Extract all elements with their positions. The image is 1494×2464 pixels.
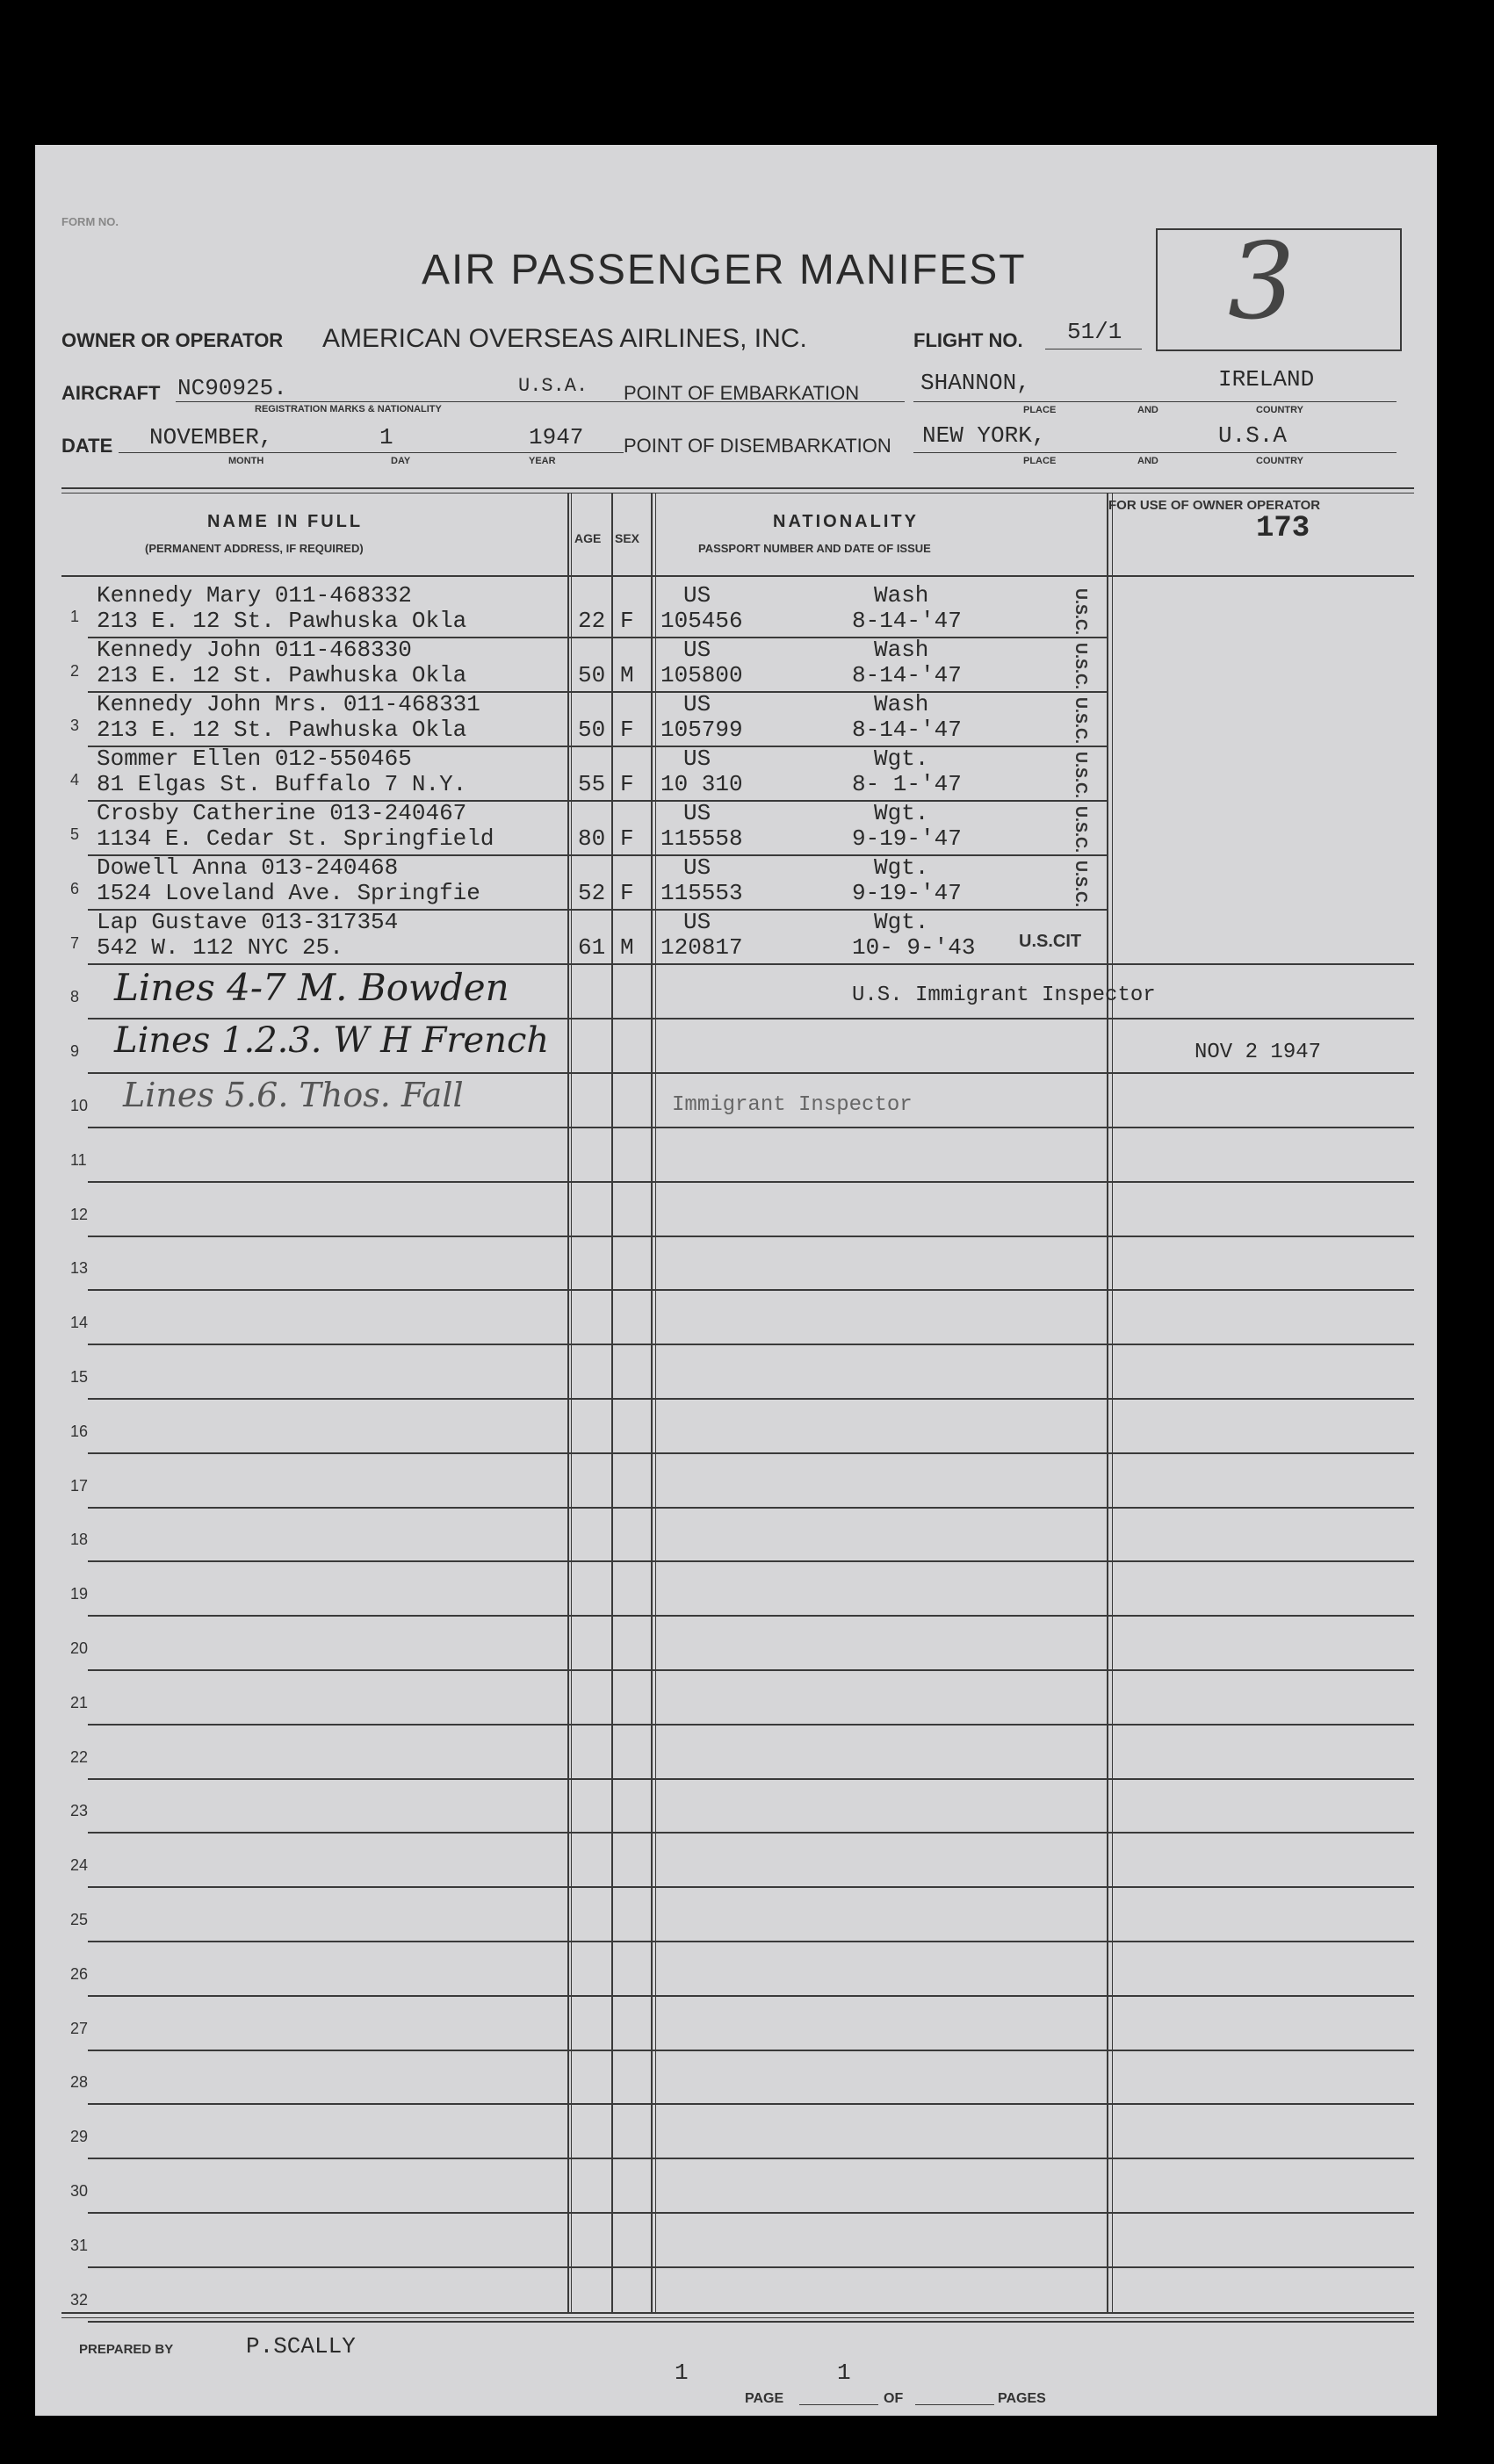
inspection-date-stamp: NOV 2 1947 [1194,1041,1322,1064]
row-rule [88,1941,1414,1942]
passenger-address: 213 E. 12 St. Pawhuska Okla [97,608,467,634]
row-number-32: 32 [70,2290,89,2309]
date-month: NOVEMBER, [149,424,273,450]
row-number-12: 12 [70,1205,89,1223]
date-day: 1 [379,424,393,450]
passenger-address: 542 W. 112 NYC 25. [97,934,343,961]
passport-issued-on: 8-14-'47 [852,717,962,743]
passenger-sex: F [620,825,634,852]
date-year: 1947 [529,424,584,450]
row-number-25: 25 [70,1911,89,1928]
row-rule [88,2266,1414,2268]
country-caption-2: COUNTRY [1256,456,1303,466]
passenger-address: 1134 E. Cedar St. Springfield [97,825,494,852]
row-rule [88,1236,1414,1237]
row-rule [88,1181,1414,1183]
row-rule [88,1995,1414,1997]
date-label: DATE [61,435,113,457]
row-number-21: 21 [70,1693,89,1711]
row-rule [88,1669,1414,1671]
handwritten-inspector-note-3: Lines 5.6. Thos. Fall [123,1076,464,1114]
row-number-16: 16 [70,1422,89,1440]
row-number: 5 [70,825,80,843]
passport-issued-at: Wgt. [874,746,929,772]
row-number-13: 13 [70,1259,89,1278]
column-age-header: AGE [574,531,602,545]
passenger-name: Kennedy John 011-468330 [97,637,412,663]
page-label: PAGE [745,2391,784,2406]
row-number-24: 24 [70,1856,89,1875]
flight-label: FLIGHT NO. [913,329,1023,351]
row-rule [88,1289,1414,1291]
disembarkation-country: U.S.A [1218,422,1288,449]
row-rule [88,1398,1414,1400]
passenger-address: 213 E. 12 St. Pawhuska Okla [97,662,467,688]
passenger-sex: F [620,771,634,797]
row-number-11: 11 [70,1150,87,1169]
citizenship-stamp: U.S.C. [1072,697,1090,745]
row-rule [88,1615,1414,1617]
column-sex-header: SEX [615,531,640,545]
row-rule [88,1724,1414,1726]
passport-issued-at: Wgt. [874,909,929,935]
row-rule [88,2050,1414,2051]
passport-issued-at: Wgt. [874,800,929,826]
row-number-17: 17 [70,1476,89,1495]
column-owner-use-header: FOR USE OF OWNER OPERATOR [1108,498,1321,513]
passenger-age: 52 [578,880,606,906]
passenger-nationality: US [683,582,711,609]
passenger-age: 61 [578,934,606,961]
row-number: 2 [70,662,80,680]
column-name-subheader: (PERMANENT ADDRESS, IF REQUIRED) [145,542,364,555]
owner-use-value: 173 [1256,512,1310,545]
handwritten-inspector-note-2: Lines 1.2.3. W H French [114,1020,550,1061]
passport-issued-at: Wash [874,691,929,717]
handwritten-inspector-note-1: Lines 4-7 M. Bowden [114,966,509,1009]
embarkation-place: SHANNON, [920,370,1030,396]
passenger-sex: F [620,717,634,743]
passenger-nationality: US [683,854,711,881]
row-number-22: 22 [70,1747,89,1766]
and-caption-1: AND [1137,405,1158,415]
passenger-age: 50 [578,662,606,688]
manifest-number-box [1156,221,1402,351]
aircraft-value: NC90925. [177,375,287,401]
passenger-passport: 105456 [660,608,743,634]
row-rule [88,2212,1414,2214]
owner-value: AMERICAN OVERSEAS AIRLINES, INC. [322,324,807,353]
year-caption: YEAR [529,456,556,466]
passenger-sex: F [620,608,634,634]
row-number: 1 [70,608,80,625]
passenger-passport: 120817 [660,934,743,961]
passenger-passport: 10 310 [660,771,743,797]
embarkation-country: IRELAND [1218,366,1315,393]
citizenship-stamp: U.S.C. [1072,643,1090,690]
row-number: 7 [70,934,80,952]
row-number-10: 10 [70,1097,89,1114]
passenger-name: Sommer Ellen 012-550465 [97,746,412,772]
disembarkation-label: POINT OF DISEMBARKATION [624,435,891,457]
and-caption-2: AND [1137,456,1158,466]
row-number-14: 14 [70,1314,89,1332]
row-rule [88,1507,1414,1509]
passenger-sex: M [620,934,634,961]
citizenship-stamp: U.S.C. [1072,752,1090,799]
row-number: 6 [70,880,80,897]
passenger-name: Kennedy Mary 011-468332 [97,582,412,609]
passenger-name: Dowell Anna 013-240468 [97,854,399,881]
passport-issued-at: Wash [874,637,929,663]
row-number-8: 8 [70,988,80,1005]
passenger-passport: 105799 [660,717,743,743]
page-title: AIR PASSENGER MANIFEST [422,247,1027,293]
citizenship-stamp: U.S.C. [1072,806,1090,854]
row-number: 4 [70,771,80,789]
citizenship-stamp: U.S.CIT [1019,932,1082,951]
citizenship-stamp: U.S.C. [1072,861,1090,908]
row-rule [88,2321,1414,2323]
row-number-30: 30 [70,2182,89,2200]
manifest-sheet [35,145,1437,2416]
form-code: FORM NO. [61,215,119,228]
passport-issued-on: 9-19-'47 [852,825,962,852]
row-number-19: 19 [70,1585,89,1603]
passenger-age: 55 [578,771,606,797]
manifest-number: 3 [1228,221,1296,343]
passenger-passport: 105800 [660,662,743,688]
passenger-passport: 115553 [660,880,743,906]
passport-issued-on: 8- 1-'47 [852,771,962,797]
passenger-nationality: US [683,746,711,772]
passenger-passport: 115558 [660,825,743,852]
aircraft-nationality: U.S.A. [518,375,588,397]
column-nationality-header: NATIONALITY [773,512,919,531]
passenger-age: 50 [578,717,606,743]
row-rule [88,1886,1414,1888]
flight-value: 51/1 [1067,319,1122,345]
embarkation-label: POINT OF EMBARKATION [624,382,860,404]
column-nationality-subheader: PASSPORT NUMBER AND DATE OF ISSUE [698,542,931,555]
passenger-name: Crosby Catherine 013-240467 [97,800,467,826]
registration-caption: REGISTRATION MARKS & NATIONALITY [255,404,442,414]
passport-issued-on: 9-19-'47 [852,880,962,906]
row-rule [88,1832,1414,1834]
passenger-address: 1524 Loveland Ave. Springfie [97,880,480,906]
passport-issued-at: Wgt. [874,854,929,881]
passenger-name: Kennedy John Mrs. 011-468331 [97,691,480,717]
aircraft-label: AIRCRAFT [61,382,161,404]
row-rule [88,1560,1414,1562]
passenger-nationality: US [683,800,711,826]
column-name-header: NAME IN FULL [207,512,364,531]
passenger-sex: F [620,880,634,906]
passenger-nationality: US [683,637,711,663]
row-number-15: 15 [70,1368,89,1386]
row-rule [88,1778,1414,1780]
pages-label: PAGES [998,2391,1046,2406]
total-pages: 1 [837,2360,851,2386]
place-caption-1: PLACE [1023,405,1057,415]
country-caption-1: COUNTRY [1256,405,1303,415]
passenger-age: 80 [578,825,606,852]
passenger-nationality: US [683,691,711,717]
divider-name-age [567,493,569,2312]
passport-issued-on: 8-14-'47 [852,608,962,634]
passport-issued-on: 10- 9-'43 [852,934,976,961]
row-number-18: 18 [70,1531,89,1549]
month-caption: MONTH [228,456,264,466]
owner-label: OWNER OR OPERATOR [61,329,284,351]
row-number-28: 28 [70,2073,89,2092]
passport-issued-on: 8-14-'47 [852,662,962,688]
prepared-by-label: PREPARED BY [79,2342,174,2357]
page-number: 1 [675,2360,689,2386]
passenger-address: 81 Elgas St. Buffalo 7 N.Y. [97,771,467,797]
citizenship-stamp: U.S.C. [1072,588,1090,636]
day-caption: DAY [391,456,411,466]
passenger-nationality: US [683,909,711,935]
passenger-name: Lap Gustave 013-317354 [97,909,399,935]
disembarkation-place: NEW YORK, [922,422,1046,449]
row-number-31: 31 [70,2236,89,2254]
row-rule [88,2103,1414,2105]
row-number-23: 23 [70,1802,89,1820]
of-label: OF [884,2391,904,2406]
row-number-26: 26 [70,1964,89,1983]
row-number: 3 [70,717,80,734]
row-number-27: 27 [70,2019,89,2037]
passenger-age: 22 [578,608,606,634]
row-rule [88,1452,1414,1454]
inspector-title-2: Immigrant Inspector [672,1093,913,1117]
row-number-20: 20 [70,1639,89,1657]
prepared-by-value: P.SCALLY [246,2333,356,2360]
passenger-address: 213 E. 12 St. Pawhuska Okla [97,717,467,743]
row-rule [88,1344,1414,1345]
passport-issued-at: Wash [874,582,929,609]
row-number-29: 29 [70,2128,89,2146]
passenger-sex: M [620,662,634,688]
row-number-9: 9 [70,1042,80,1060]
place-caption-2: PLACE [1023,456,1057,466]
inspector-title-1: U.S. Immigrant Inspector [852,983,1156,1007]
row-rule [88,2158,1414,2159]
